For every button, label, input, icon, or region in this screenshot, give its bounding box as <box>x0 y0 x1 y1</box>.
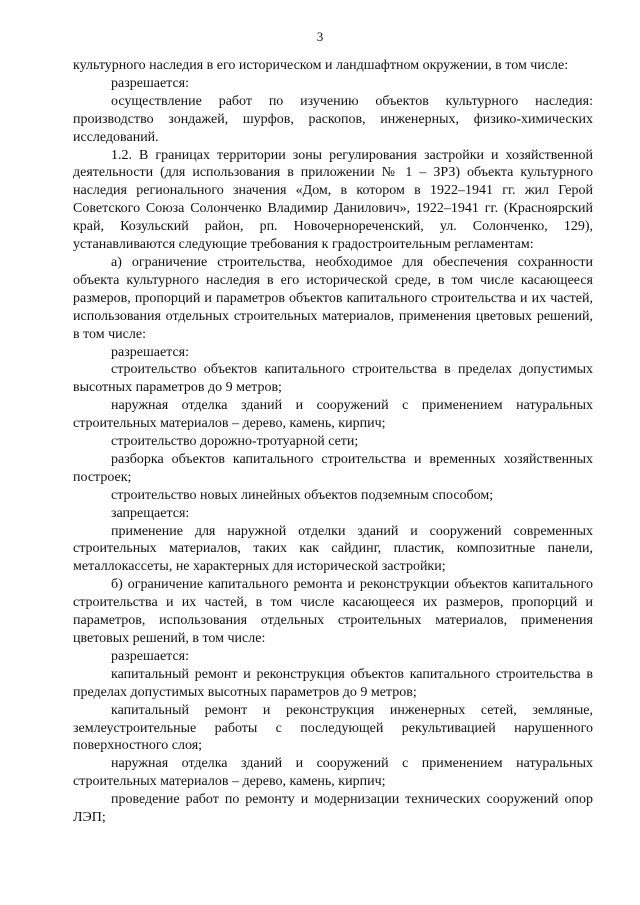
paragraph-permitted-heading: разрешается: <box>111 344 189 360</box>
paragraph-list-item: проведение работ по ремонту и модернизации технических сооружений опор ЛЭП; <box>73 792 593 826</box>
paragraph-list-item: капитальный ремонт и реконструкция инженерных сетей, земляные, землеустроительные работы с последующей рекультивацией нарушенного поверхностного слоя; <box>73 702 593 754</box>
paragraph-item-b: б) ограничение капитального ремонта и реконструкции объектов капитального строительства и их частей, в том числе касающееся их размеров, пропорций и параметров, использования отдельных строительных материалов, применения цветовых решений, в том числе: <box>73 577 593 646</box>
paragraph-list-item: наружная отделка зданий и сооружений с применением натуральных строительных материалов – дерево, камень, кирпич; <box>73 398 593 432</box>
paragraph-list-item: капитальный ремонт и реконструкция объектов капитального строительства в пределах допустимых высотных параметров до 9 метров; <box>73 666 593 700</box>
paragraph-permitted-heading: разрешается: <box>111 75 189 91</box>
page-number: 3 <box>316 29 324 44</box>
paragraph-list-item: разборка объектов капитального строительства и временных хозяйственных построек; <box>73 451 593 485</box>
paragraph-research-works: осуществление работ по изучению объектов культурного наследия: производство зондажей, шурфов, раскопов, инженерных, физико-химических исследований. <box>73 93 593 145</box>
paragraph-prohibited-heading: запрещается: <box>111 505 190 521</box>
paragraph-list-item: строительство объектов капитального строительства в пределах допустимых высотных параметров до 9 метров; <box>73 362 593 396</box>
paragraph-section-1-2: 1.2. В границах территории зоны регулирования застройки и хозяйственной деятельности (для использования в приложении № 1 – ЗРЗ) объекта культурного наследия регионального значения «Дом, в котором в 1922–1941 гг. жил Герой Советского Союза Солонченко Владимир Данилович», 1922–1941 гг. (Красноярский край, Козульский район, рп. Новочернореченский, ул. Солонченко, 129), устанавливаются следующие требования к градостроительным регламентам: <box>73 147 593 253</box>
paragraph-permitted-heading: разрешается: <box>111 648 189 664</box>
paragraph-list-item: строительство дорожно-тротуарной сети; <box>111 434 359 450</box>
document-text <box>73 57 593 827</box>
paragraph-continuation: культурного наследия в его историческом и ландшафтном окружении, в том числе: <box>73 58 569 73</box>
paragraph-list-item: применение для наружной отделки зданий и сооружений современных строительных материалов, таких как сайдинг, пластик, композитные панели, металлокассеты, не характерных для исторической застройки; <box>73 523 593 575</box>
paragraph-list-item: строительство новых линейных объектов подземным способом; <box>111 487 494 503</box>
paragraph-list-item: наружная отделка зданий и сооружений с применением натуральных строительных материалов – дерево, камень, кирпич; <box>73 756 593 790</box>
paragraph-item-a: а) ограничение строительства, необходимое для обеспечения сохранности объекта культурного наследия в его исторической среде, в том числе касающееся размеров, пропорций и параметров объектов капитального строительства и их частей, использования отдельных строительных материалов, применения цветовых решений, в том числе: <box>73 254 593 342</box>
